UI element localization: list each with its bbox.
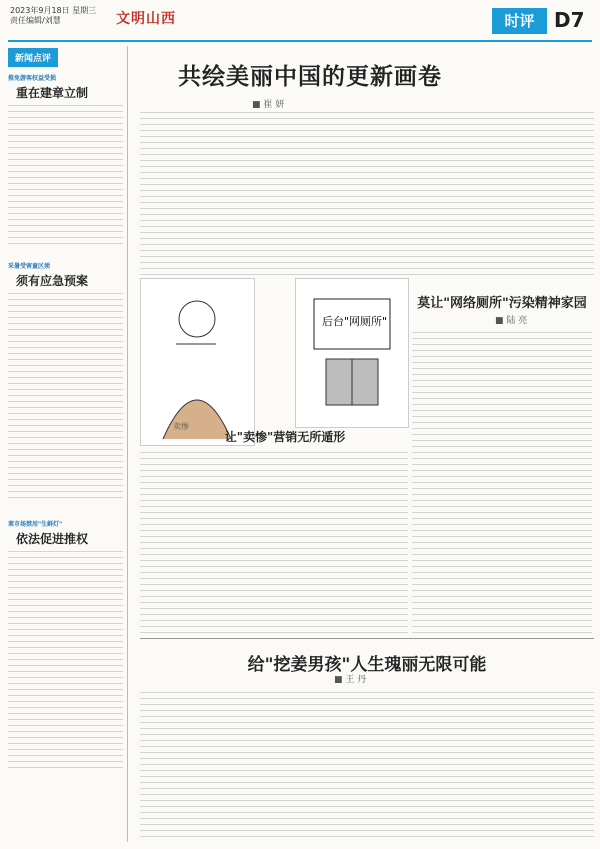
main-title: 共绘美丽中国的更新画卷 (178, 63, 442, 90)
cartoon1-caption: 让"卖惨"营销无所遁形 (224, 430, 346, 444)
page-number: D7 (554, 8, 585, 32)
bottom-title: 给"挖姜男孩"人生瑰丽无限可能 (247, 655, 487, 675)
article3-body (8, 551, 123, 771)
cartoon-image-network (295, 278, 409, 428)
article3-subhead: 莱市场禁用"生鲜灯" (8, 521, 63, 528)
article2-title: 须有应急预案 (16, 274, 89, 288)
issue-date: 2023年9月18日 星期三 责任编辑/刘慧 (10, 6, 97, 25)
left-column (8, 46, 128, 842)
section-label: 时评 (492, 8, 547, 34)
article2-body (8, 293, 123, 503)
main-body (140, 112, 594, 278)
bottom-author: ■ 王 丹 (334, 675, 367, 685)
page-header (8, 4, 592, 38)
masthead-logo: 文明山西 (116, 11, 176, 27)
article1-subhead: 推免游客权益受损 (8, 75, 57, 82)
article3-title: 依法促进推权 (16, 532, 89, 546)
article2-subhead: 采暑受害童区须 (8, 263, 51, 270)
bottom-divider (140, 638, 594, 639)
secondary-title: 莫让"网络厕所"污染精神家园 (417, 296, 587, 311)
main-byline: ■ 崔 妍 (252, 100, 285, 110)
secondary-body (412, 332, 592, 634)
article1-title: 重在建章立制 (16, 86, 89, 100)
section-badge: 新闻点评 (8, 48, 58, 67)
article1-body (8, 105, 123, 245)
cartoon2-label: 后台"网厕所" (322, 315, 388, 328)
cartoon-image-crying (140, 278, 255, 446)
secondary-author: ■ 陆 亮 (495, 316, 528, 326)
svg-text:卖惨: 卖惨 (173, 422, 189, 431)
bottom-body (140, 692, 594, 842)
header-rule (8, 40, 592, 42)
cartoon-commentary (140, 452, 408, 636)
